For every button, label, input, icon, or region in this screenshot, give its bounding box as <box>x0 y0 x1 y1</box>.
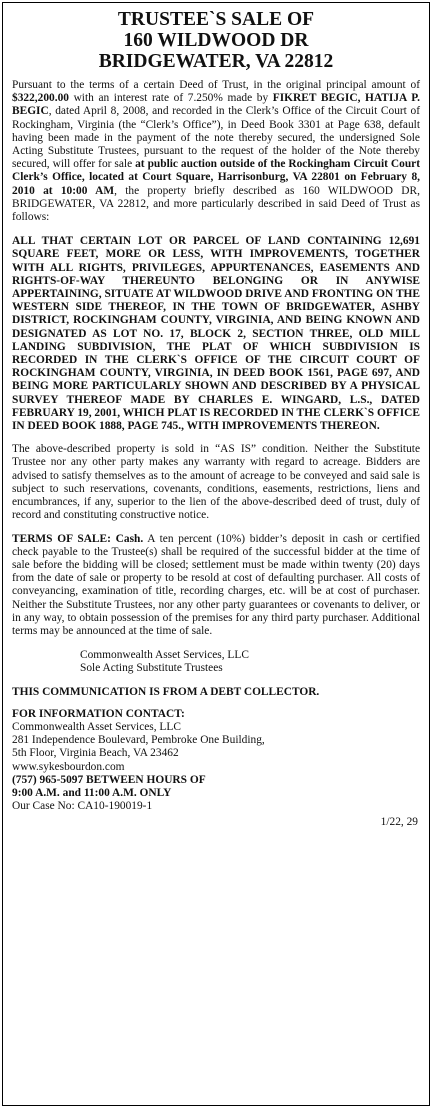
terms-text: A ten percent (10%) bidder’s deposit in cash or certified check payable to the Trustee(s) shall be required of the successful bidder at the time of sale before the bidding will be closed; settlement must be made within twenty (20) days from the date of sale or property to be resold at cost of defaulting purchaser. All costs of conveyancing, examination of title, recording charges, etc. will be at cost of purchaser. Neither the Substitute Trustees, nor any other party guarantees or covenants to deliver, or in any way, to obtain possession of the premises for any third party purchaser. Additional terms may be announced at the time of sale. <box>12 532 420 637</box>
intro-text-3: , dated April 8, 2008, and recorded in the Clerk’s Office of the Circuit Court of Rockingham, Virginia (the “Clerk’s Office”), in Deed Book 3301 at Page 638, default having been made in the payment of the note thereby secured, the undersigned Sole Acting Substitute Trustees, pursuant to the request of the holder of the Note thereby secured, will offer for sale <box>12 105 420 171</box>
notice-title <box>12 9 420 72</box>
intro-paragraph <box>12 79 420 224</box>
run-dates: 1/22, 29 <box>380 816 418 829</box>
as-is-paragraph: The above-described property is sold in “AS IS” condition. Neither the Substitute Trustee nor any other party makes any warranty with regard to acreage. Bidders are advised to satisfy themselves as to the amount of acreage to be conveyed and said sale is subject to such reservations, covenants, conditions, easements, restrictions, liens and encumbrances, if any, superior to the lien of the above-described deed of trust, duly of record and constituting constructive notice. <box>12 443 420 522</box>
contact-heading: FOR INFORMATION CONTACT: <box>12 707 185 720</box>
grantor-names: FIKRET BEGIC, HATIJA P. BEGIC <box>12 92 420 118</box>
intro-text-2: with an interest rate of 7.250% made by <box>68 92 273 105</box>
contact-address-line-1: 281 Independence Boulevard, Pembroke One Building, <box>12 734 265 747</box>
contact-website: www.sykesbourdon.com <box>12 760 125 773</box>
terms-paragraph <box>12 533 420 639</box>
contact-phone-hours: (757) 965-5097 BETWEEN HOURS OF <box>12 773 206 786</box>
auction-details: at public auction outside of the Rockingham Circuit Court Clerk’s Office, located at Court Square, Harrisonburg, VA 22801 on February 8, 2010 at 10:00 AM <box>12 158 420 197</box>
signature-role: Sole Acting Substitute Trustees <box>80 662 223 675</box>
legal-description: ALL THAT CERTAIN LOT OR PARCEL OF LAND CONTAINING 12,691 SQUARE FEET, MORE OR LESS, WITH IMPROVEMENTS, TOGETHER WITH ALL RIGHTS, PRIVILEGES, APPURTENANCES, EASEMENTS AND RIGHTS-OF-WAY THEREUNTO BELONGING OR IN ANYWISE APPERTAINING, SITUATE AT WILDWOOD DRIVE AND FRONTING ON THE WESTERN SIDE THEREOF, IN THE TOWN OF BRIDGEWATER, ASHBY DISTRICT, ROCKINGHAM COUNTY, VIRGINIA, AND BEING KNOWN AND DESIGNATED AS LOT NO. 17, BLOCK 2, SECTION THREE, OLD MILL LANDING SUBDIVISION, THE PLAT OF WHICH SUBDIVISION IS RECORDED IN THE CLERK`S OFFICE OF THE CIRCUIT COURT OF ROCKINGHAM COUNTY, VIRGINIA, IN DEED BOOK 1561, PAGE 697, AND BEING MORE PARTICULARLY SHOWN AND DESCRIBED BY A PHYSICAL SURVEY THEREOF MADE BY CHARLES E. WINGARD, L.S., DATED FEBRUARY 19, 2001, WHICH PLAT IS RECORDED IN THE CLERK`S OFFICE IN DEED BOOK 1888, PAGE 745., WITH IMPROVEMENTS THEREON. <box>12 235 420 433</box>
contact-address-line-2: 5th Floor, Virginia Beach, VA 23462 <box>12 747 179 760</box>
contact-company: Commonwealth Asset Services, LLC <box>12 720 181 733</box>
title-line-1: TRUSTEE`S SALE OF <box>117 9 315 30</box>
contact-block <box>12 708 420 814</box>
title-line-2: 160 WILDWOOD DR <box>123 30 309 51</box>
intro-text-4: , the property briefly described as 160 WILDWOOD DR, BRIDGEWATER, VA 22812, and more particularly described in said Deed of Trust as follows: <box>12 184 420 224</box>
intro-text-1: Pursuant to the terms of a certain Deed of Trust, in the original principal amount of <box>12 79 420 91</box>
principal-amount: $322,200.00 <box>12 92 69 105</box>
debt-collector-notice: THIS COMMUNICATION IS FROM A DEBT COLLECTOR. <box>12 685 320 698</box>
legal-notice <box>2 2 430 1106</box>
contact-hours: 9:00 A.M. and 11:00 A.M. ONLY <box>12 786 172 799</box>
title-line-3: BRIDGEWATER, VA 22812 <box>98 51 334 72</box>
terms-label: TERMS OF SALE: Cash. <box>12 532 144 545</box>
case-number: Our Case No: CA10-190019-1 <box>12 800 153 813</box>
signature-block <box>80 649 420 675</box>
signature-company: Commonwealth Asset Services, LLC <box>80 649 249 662</box>
